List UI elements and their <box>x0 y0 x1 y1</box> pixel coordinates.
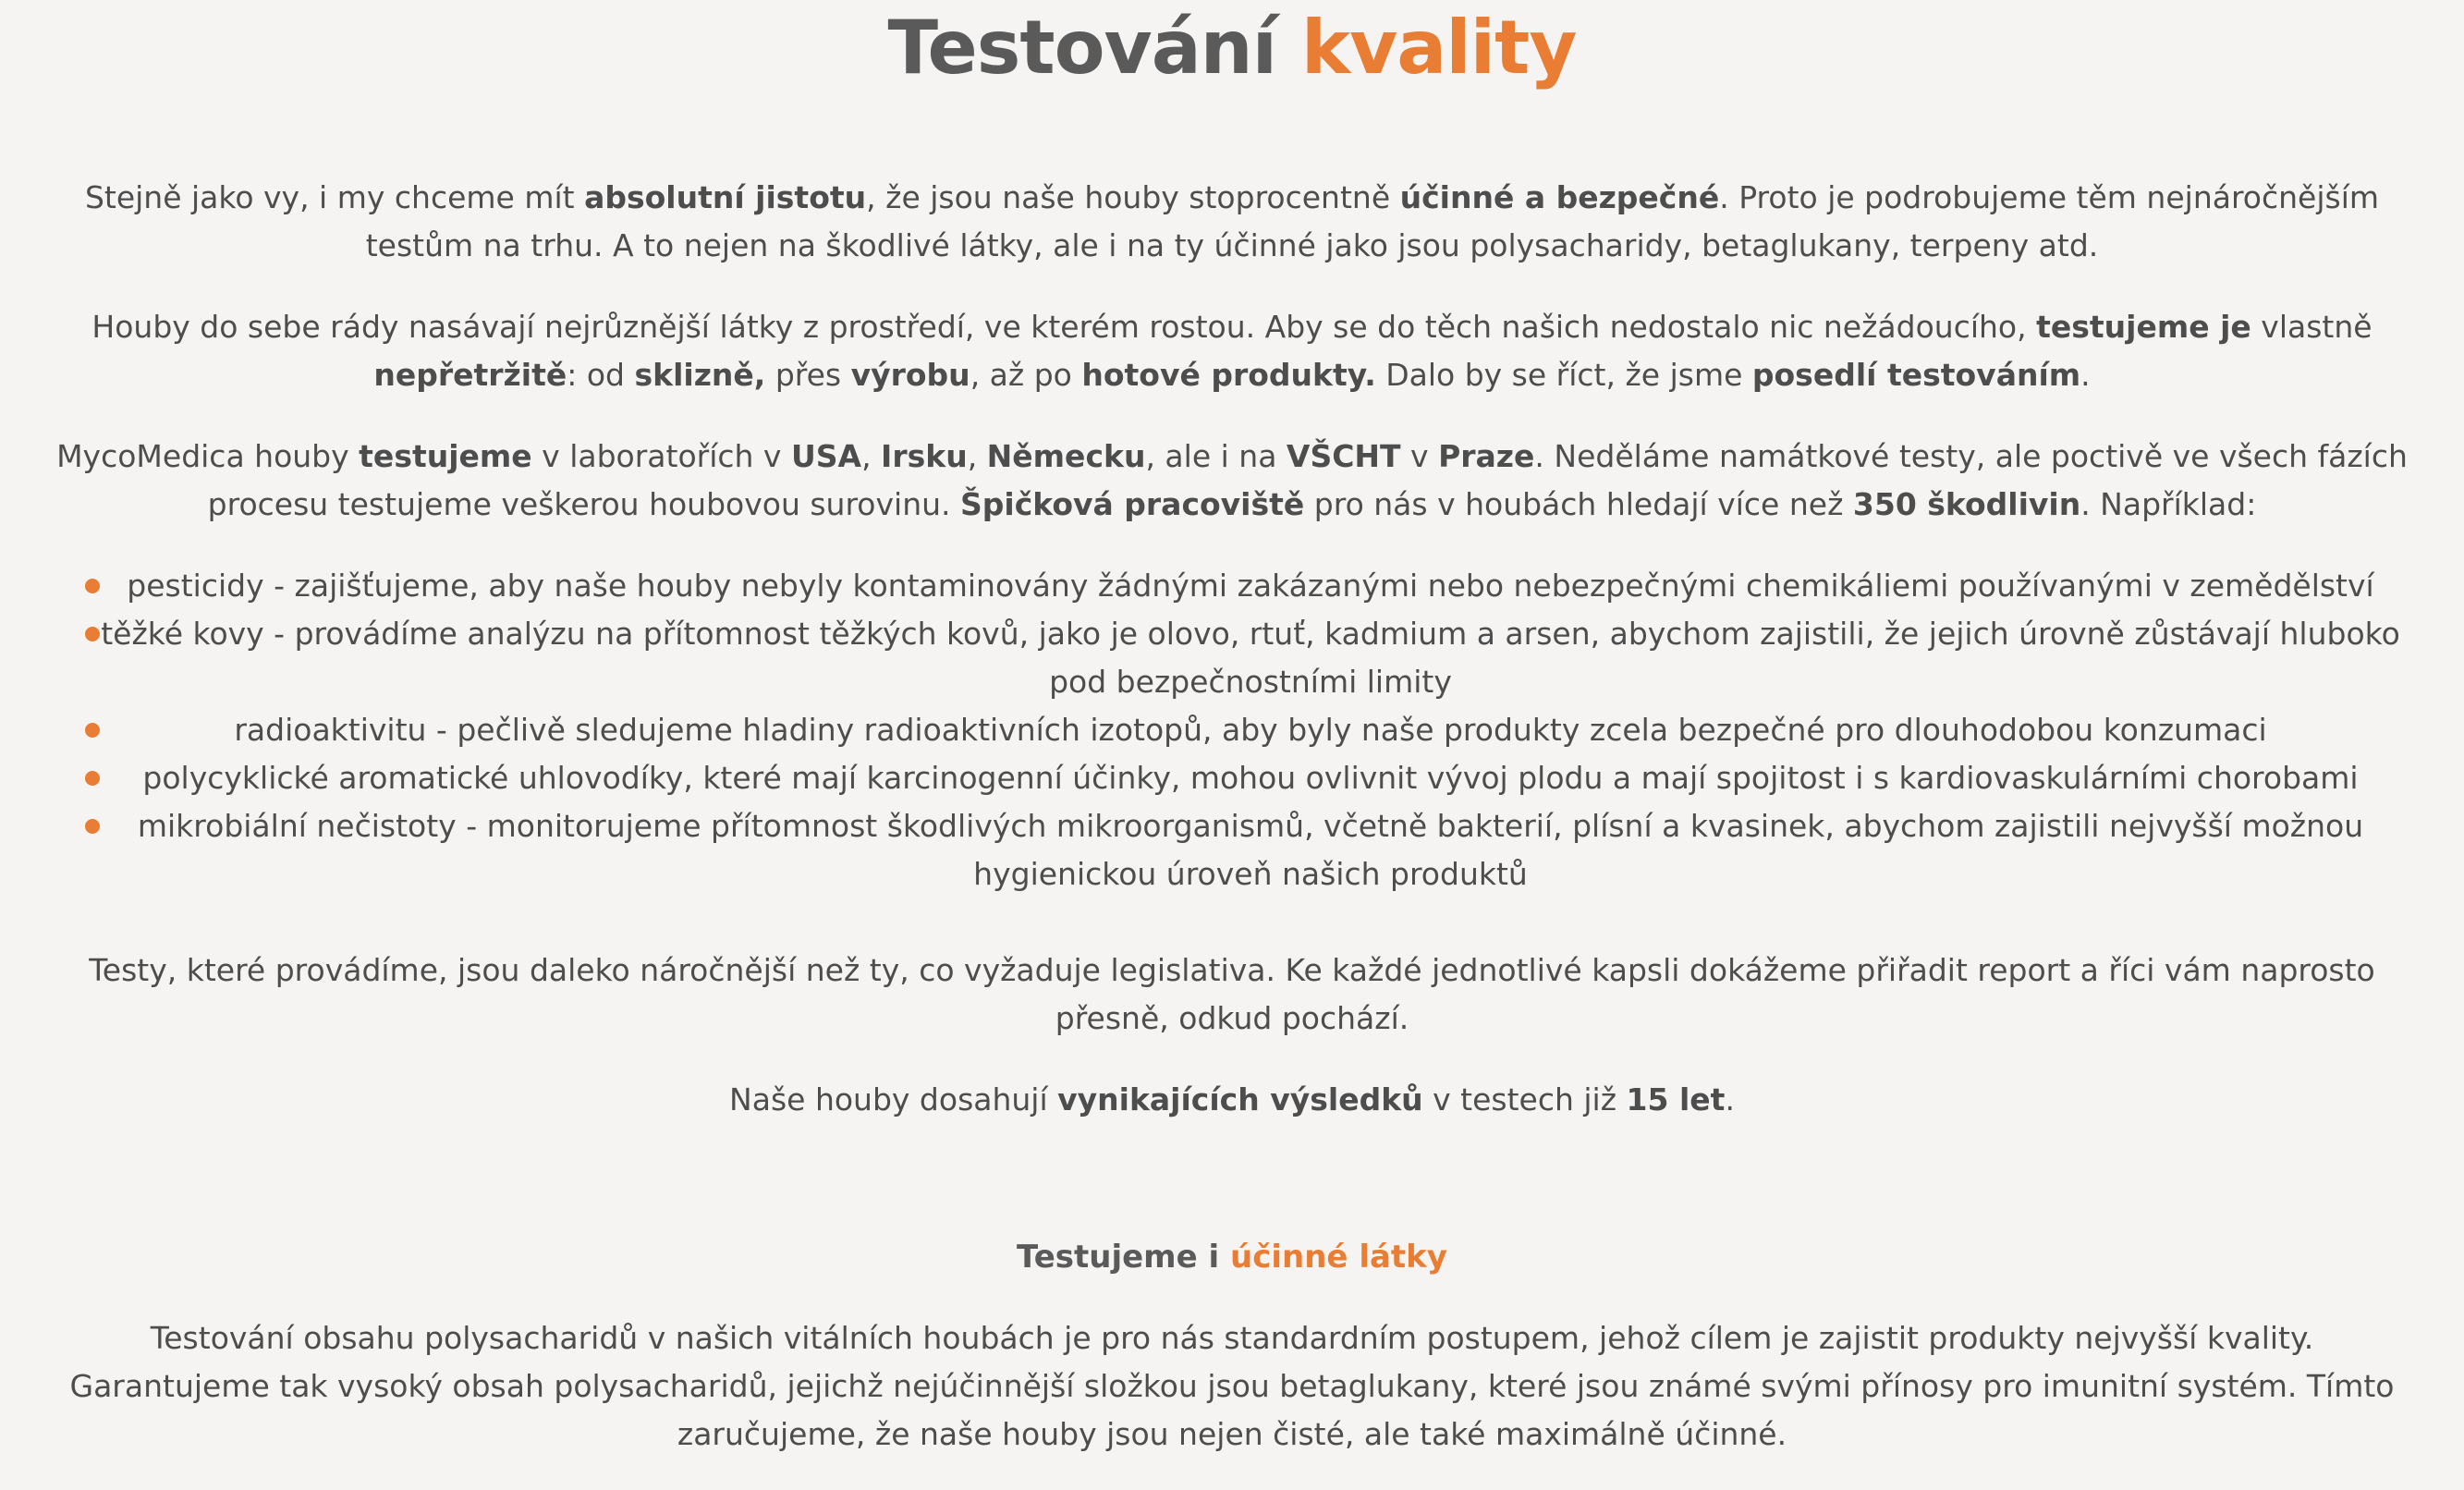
title-accent: kvality <box>1300 5 1577 91</box>
intro-paragraph: Stejně jako vy, i my chceme mít absolutní jistotu, že jsou naše houby stoprocentně účinné a bezpečné. Proto je podrobujeme těm nejnáročnějším testům na trhu. A to nejen na škodlivé látky, ale i na ty účinné jako jsou polysacharidy, betaglukany, terpeny atd. <box>84 179 2380 263</box>
polysaccharides-paragraph: Testování obsahu polysacharidů v našich vitálních houbách je pro nás standardním postupem, jehož cílem je zajistit produkty nejvyšší kvality. Garantujeme tak vysoký obsah polysacharidů, jejichž nejúčinnější složkou jsou betaglukany, které jsou známé svými přínosy pro imunitní systém. Tímto zaručujeme, že naše houby jsou nejen čisté, ale také maximálně účinné. <box>69 1320 2395 1452</box>
list-item: radioaktivitu - pečlivě sledujeme hladiny radioaktivních izotopů, aby byly naše produkty zcela bezpečné pro dlouhodobou konzumaci <box>55 706 2409 754</box>
bullet-dot-icon <box>85 579 100 593</box>
results-paragraph: Naše houby dosahují vynikajících výsledků v testech již 15 let. <box>729 1081 1735 1118</box>
legislation-paragraph: Testy, které provádíme, jsou daleko náročnější než ty, co vyžaduje legislativa. Ke každé jednotlivé kapsli dokážeme přiřadit report a říci vám naprosto přesně, odkud pochází. <box>89 952 2375 1036</box>
bullet-dot-icon <box>85 819 100 834</box>
list-item: polycyklické aromatické uhlovodíky, které mají karcinogenní účinky, mohou ovlivnit vývoj plodu a mají spojitost i s kardiovaskulárními chorobami <box>55 754 2409 802</box>
laboratories-paragraph: MycoMedica houby testujeme v laboratořích v USA, Irsku, Německu, ale i na VŠCHT v Praze. Neděláme namátkové testy, ale poctivě ve všech fázích procesu testujeme veškerou houbovou surovinu. Špičková pracoviště pro nás v houbách hledají více než 350 škodlivin. Například: <box>56 438 2408 522</box>
bullet-dot-icon <box>85 771 100 786</box>
bullet-dot-icon <box>85 723 100 738</box>
absorption-paragraph: Houby do sebe rády nasávají nejrůznější látky z prostředí, ve kterém rostou. Aby se do těch našich nedostalo nic nežádoucího, testujeme je vlastně nepřetržitě: od sklizně, přes výrobu, až po hotové produkty. Dalo by se říct, že jsme posedlí testováním. <box>91 309 2373 393</box>
section-subheading: Testujeme i účinné látky <box>1017 1239 1447 1276</box>
list-item: těžké kovy - provádíme analýzu na přítomnost těžkých kovů, jako je olovo, rtuť, kadmium a arsen, abychom zajistili, že jejich úrovně zůstávají hluboko pod bezpečnostními limity <box>55 610 2409 706</box>
hazard-list <box>55 562 2409 898</box>
bullet-dot-icon <box>85 627 100 641</box>
list-item: mikrobiální nečistoty - monitorujeme přítomnost škodlivých mikroorganismů, včetně bakterií, plísní a kvasinek, abychom zajistili nejvyšší možnou hygienickou úroveň našich produktů <box>55 802 2409 898</box>
page-title: Testování kvality <box>887 5 1577 91</box>
list-item: pesticidy - zajišťujeme, aby naše houby nebyly kontaminovány žádnými zakázanými nebo nebezpečnými chemikáliemi používanými v zemědělství <box>55 562 2409 610</box>
